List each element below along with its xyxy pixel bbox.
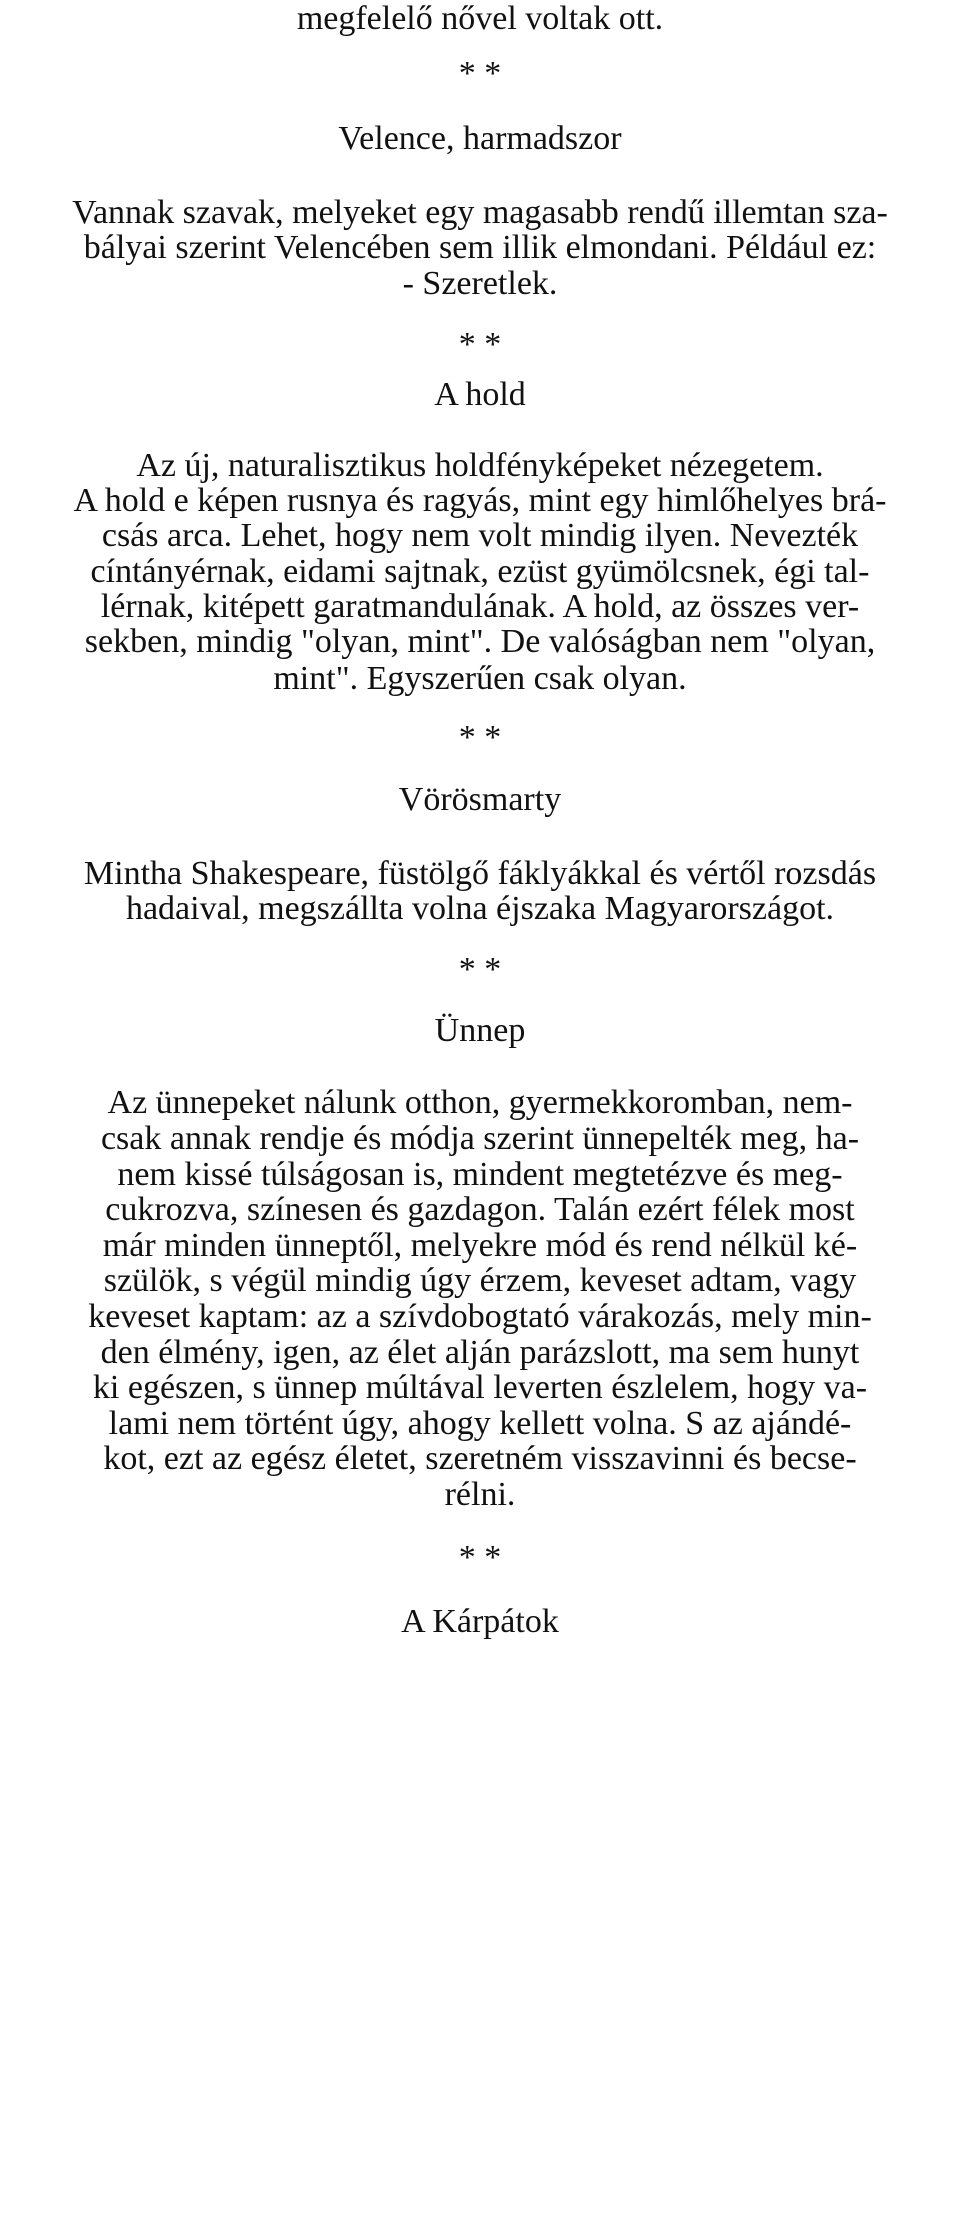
paragraph-line: A hold e képen rusnya és ragyás, mint egy himlőhelyes brá- — [73, 482, 887, 519]
paragraph-line: bályai szerint Velencében sem illik elmondani. Például ez: — [83, 229, 877, 266]
paragraph-line: már minden ünneptől, melyekre mód és rend nélkül ké- — [102, 1227, 858, 1264]
paragraph-line: kot, ezt az egész életet, szeretném visszavinni és becse- — [103, 1440, 857, 1477]
paragraph-line: hadaival, megszállta volna éjszaka Magyarországot. — [125, 890, 835, 927]
section-heading: Vörösmarty — [398, 781, 562, 818]
paragraph-line: Mintha Shakespeare, füstölgő fáklyákkal és vértől rozsdás — [83, 855, 877, 892]
paragraph-line: cíntányérnak, eidami sajtnak, ezüst gyümölcsnek, égi tal- — [90, 553, 870, 590]
section-separator: * * — [458, 1539, 502, 1576]
section-heading: A hold — [434, 376, 526, 413]
paragraph-line: csás arca. Lehet, hogy nem volt mindig ilyen. Nevezték — [101, 517, 859, 554]
paragraph-line: den élmény, igen, az élet alján parázslott, ma sem hunyt — [100, 1334, 860, 1371]
paragraph-line: keveset kaptam: az a szívdobogtató várakozás, mely min- — [88, 1298, 872, 1335]
paragraph-line: mint". Egyszerűen csak olyan. — [273, 660, 687, 697]
paragraph-line: lérnak, kitépett garatmandulának. A hold, az összes ver- — [100, 588, 860, 625]
section-separator: * * — [458, 951, 502, 988]
paragraph-line: - Szeretlek. — [402, 265, 558, 302]
paragraph-line: szülök, s végül mindig úgy érzem, keveset adtam, vagy — [103, 1262, 857, 1299]
paragraph-line: nem kissé túlságosan is, mindent megtetézve és meg- — [117, 1156, 843, 1193]
paragraph-line: Az ünnepeket nálunk otthon, gyermekkoromban, nem- — [107, 1084, 853, 1121]
section-separator: * * — [458, 326, 502, 363]
paragraph-line: megfelelő nővel voltak ott. — [296, 0, 664, 37]
paragraph-line: cukrozva, színesen és gazdagon. Talán ezért félek most — [105, 1191, 855, 1228]
section-heading: A Kárpátok — [401, 1603, 559, 1640]
paragraph-line: rélni. — [444, 1476, 516, 1513]
paragraph-line: Vannak szavak, melyeket egy magasabb rendű illemtan sza- — [72, 194, 888, 231]
section-heading: Ünnep — [434, 1012, 526, 1049]
paragraph-line: Az új, naturalisztikus holdfényképeket nézegetem. — [136, 447, 824, 484]
section-separator: * * — [458, 55, 502, 92]
paragraph-line: csak annak rendje és módja szerint ünnepelték meg, ha- — [100, 1120, 860, 1157]
paragraph-line: ki egészen, s ünnep múltával leverten észlelem, hogy va- — [92, 1369, 868, 1406]
section-separator: * * — [458, 719, 502, 756]
paragraph-line: lami nem történt úgy, ahogy kellett volna. S az ajándé- — [108, 1405, 852, 1442]
paragraph-line: sekben, mindig "olyan, mint". De valóságban nem "olyan, — [84, 623, 876, 660]
section-heading: Velence, harmadszor — [338, 120, 622, 157]
